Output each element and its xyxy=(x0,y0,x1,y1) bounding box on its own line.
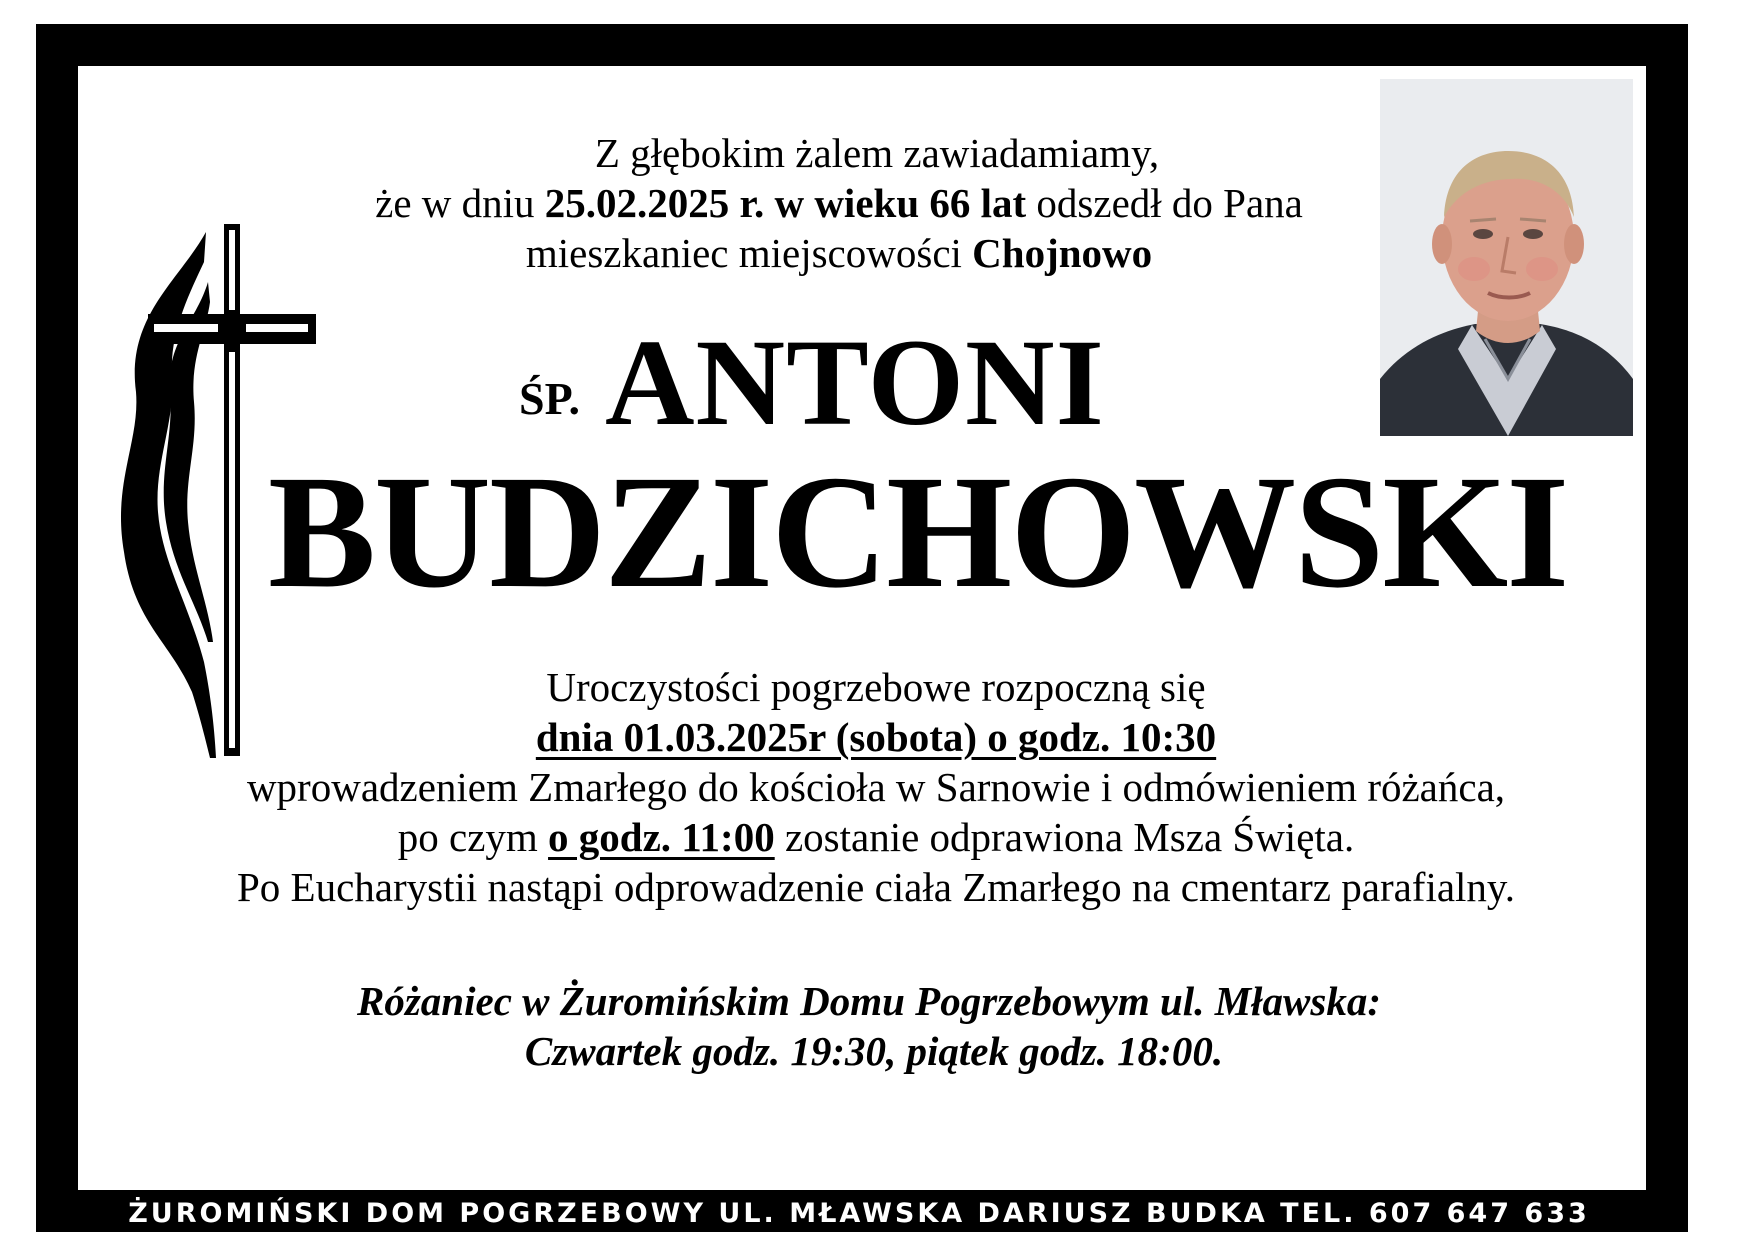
funeral-line-4-post: zostanie odprawiona Msza Święta. xyxy=(784,814,1355,860)
intro-line-3-pre: mieszkaniec miejscowości xyxy=(525,230,962,276)
funeral-line-4 xyxy=(0,813,1753,861)
intro-line-2 xyxy=(0,179,1716,227)
rosary-line-1-text: Różaniec w Żuromińskim Domu Pogrzebowym ul. Mławska: xyxy=(357,978,1381,1024)
rosary-line-1 xyxy=(0,977,1746,1025)
intro-line-1 xyxy=(0,129,1754,177)
funeral-line-4-pre: po czym xyxy=(397,814,538,860)
death-date: 25.02.2025 r. w wieku 66 lat xyxy=(544,180,1027,226)
intro-line-1-text: Z głębokim żalem zawiadamiamy, xyxy=(594,130,1160,176)
funeral-line-1 xyxy=(0,663,1753,711)
rosary-line-2-text: Czwartek godz. 19:30, piątek godz. 18:00. xyxy=(524,1028,1224,1074)
intro-line-2-pre: że w dniu xyxy=(375,180,535,226)
village-name: Chojnowo xyxy=(972,230,1153,276)
funeral-line-3-text: wprowadzeniem Zmarłego do kościoła w Sarnowie i odmówieniem różańca, xyxy=(246,764,1506,810)
funeral-line-5-text: Po Eucharystii nastąpi odprowadzenie ciała Zmarłego na cmentarz parafialny. xyxy=(236,864,1516,910)
intro-line-2-post: odszedł do Pana xyxy=(1036,180,1303,226)
funeral-line-3 xyxy=(0,763,1753,811)
intro-line-3 xyxy=(0,229,1716,277)
name-prefix: ŚP. xyxy=(519,373,580,424)
funeral-line-2 xyxy=(0,713,1753,761)
last-name: BUDZICHOWSKI xyxy=(268,443,1568,622)
funeral-home-footer: ŻUROMIŃSKI DOM POGRZEBOWY UL. MŁAWSKA DARIUSZ BUDKA TEL. 607 647 633 xyxy=(128,1198,1590,1229)
rosary-line-2 xyxy=(0,1027,1751,1075)
first-name: ANTONI xyxy=(605,314,1105,451)
funeral-date-time: dnia 01.03.2025r (sobota) o godz. 10:30 xyxy=(535,714,1217,760)
mass-time: o godz. 11:00 xyxy=(548,814,775,860)
funeral-line-5 xyxy=(0,863,1753,911)
funeral-line-1-text: Uroczystości pogrzebowe rozpoczną się xyxy=(546,664,1206,710)
